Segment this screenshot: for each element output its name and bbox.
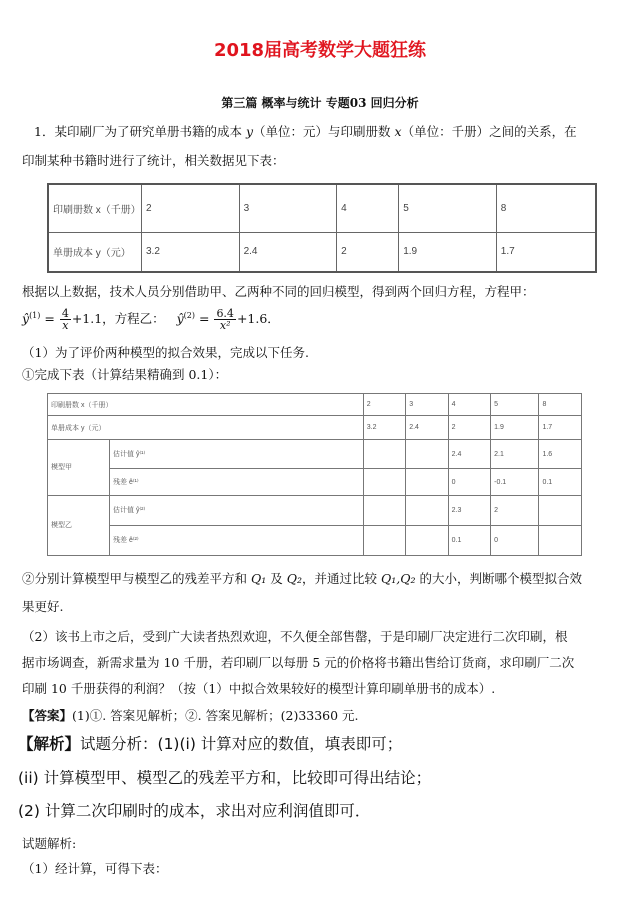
res-a-label: 残差 ê⁽¹⁾	[110, 469, 364, 495]
table2-x-cell: 2	[363, 394, 405, 416]
table1-x-cell: 3	[239, 184, 337, 232]
est-b-cell: 2.3	[448, 495, 490, 525]
res-a-cell: 0.1	[539, 469, 582, 495]
analysis-label: 【解析】	[18, 735, 81, 753]
analysis-line-1: 【解析】试题分析：(1)(i) 计算对应的数值，填表即可；	[18, 735, 403, 753]
table1-x-cell: 2	[142, 184, 240, 232]
est-b-label: 估计值 ŷ⁽²⁾	[110, 495, 364, 525]
table2-y-cell: 1.9	[491, 416, 539, 440]
table2-row1-label: 印刷册数 x（千册）	[48, 394, 364, 416]
table1-y-cell: 2.4	[239, 232, 337, 272]
est-b-cell	[539, 495, 582, 525]
est-a-cell	[406, 440, 448, 469]
res-a-cell	[363, 469, 405, 495]
table2-y-cell: 2.4	[406, 416, 448, 440]
model-b-label: 模型乙	[48, 495, 110, 555]
table2-x-cell: 5	[491, 394, 539, 416]
table1-y-cell: 1.7	[496, 232, 596, 272]
est-b-cell	[363, 495, 405, 525]
table2-row2-label: 单册成本 y（元）	[48, 416, 364, 440]
est-a-cell: 1.6	[539, 440, 582, 469]
est-a-cell: 2.1	[491, 440, 539, 469]
table1-x-cell: 4	[337, 184, 399, 232]
est-a-cell	[363, 440, 405, 469]
est-b-cell: 2	[491, 495, 539, 525]
res-a-cell: 0	[448, 469, 490, 495]
table1-row2-label: 单册成本 y（元）	[48, 232, 142, 272]
table1-x-cell: 8	[496, 184, 596, 232]
answer-line: 【答案】(1)①. 答案见解析；②. 答案见解析；(2)33360 元.	[22, 708, 359, 723]
section-subtitle: 第三篇 概率与统计 专题03 回归分析	[221, 96, 419, 110]
analysis-line-3: (2) 计算二次印刷时的成本，求出对应利润值即可．	[18, 802, 371, 820]
page-title: 2018届高考数学大题狂练	[213, 40, 427, 61]
res-b-cell: 0	[491, 525, 539, 555]
table2-x-cell: 3	[406, 394, 448, 416]
est-a-label: 估计值 ŷ⁽¹⁾	[110, 440, 364, 469]
task-2-line-1: （2）该书上市之后，受到广大读者热烈欢迎，不久便全部售罄，于是印刷厂决定进行二次印刷，根	[22, 629, 568, 644]
table1-x-cell: 5	[399, 184, 497, 232]
table2-y-cell: 1.7	[539, 416, 582, 440]
res-b-cell: 0.1	[448, 525, 490, 555]
models-intro: 根据以上数据，技术人员分别借助甲、乙两种不同的回归模型，得到两个回归方程，方程甲：	[22, 284, 535, 299]
res-b-cell	[406, 525, 448, 555]
table2-x-cell: 8	[539, 394, 582, 416]
task-1a: ①完成下表（计算结果精确到 0.1）：	[22, 367, 228, 382]
res-a-cell: -0.1	[491, 469, 539, 495]
res-a-cell	[406, 469, 448, 495]
task-2-line-2: 据市场调查，新需求量为 10 千册，若印刷厂以每册 5 元的价格将书籍出售给订货商，求印刷厂二次	[22, 655, 575, 670]
table1-row1-label: 印刷册数 x（千册）	[48, 184, 142, 232]
detail-label: 试题解析:	[22, 836, 77, 851]
est-a-cell: 2.4	[448, 440, 490, 469]
task-2-line-3: 印刷 10 千册获得的利润？（按（1）中拟合效果较好的模型计算印刷单册书的成本）.	[22, 681, 496, 696]
answer-label: 【答案】	[22, 708, 73, 723]
res-b-cell	[539, 525, 582, 555]
data-table-2	[47, 393, 582, 556]
problem-line-1: 1．某印刷厂为了研究单册书籍的成本 y（单位：元）与印刷册数 x（单位：千册）之间的关系，在	[34, 124, 577, 139]
table1-y-cell: 3.2	[142, 232, 240, 272]
model-a-label: 模型甲	[48, 440, 110, 495]
regression-equations: $ŷ^{(1)}$ = $\frac{4}{x}$ +1.1，方程乙： $ŷ^{(2)}$ = $\frac{6.4}{\text{x²}}$ +1.6．	[22, 307, 280, 333]
table1-y-cell: 2	[337, 232, 399, 272]
problem-line-2: 印制某种书籍时进行了统计，相关数据见下表：	[22, 153, 285, 168]
est-b-cell	[406, 495, 448, 525]
analysis-line-2: (ii) 计算模型甲、模型乙的残差平方和，比较即可得出结论；	[18, 769, 432, 787]
table2-y-cell: 3.2	[363, 416, 405, 440]
table2-x-cell: 4	[448, 394, 490, 416]
table1-y-cell: 1.9	[399, 232, 497, 272]
task-1b-line-1: ②分别计算模型甲与模型乙的残差平方和 Q₁ 及 Q₂，并通过比较 Q₁,Q₂ 的大小，判断哪个模型拟合效	[22, 571, 583, 586]
res-b-label: 残差 ê⁽²⁾	[110, 525, 364, 555]
res-b-cell	[363, 525, 405, 555]
table2-y-cell: 2	[448, 416, 490, 440]
detail-line-1: （1）经计算，可得下表：	[22, 861, 168, 876]
data-table-1	[47, 183, 597, 273]
task-1: （1）为了评价两种模型的拟合效果，完成以下任务.	[22, 345, 309, 360]
task-1b-line-2: 果更好.	[22, 599, 64, 614]
